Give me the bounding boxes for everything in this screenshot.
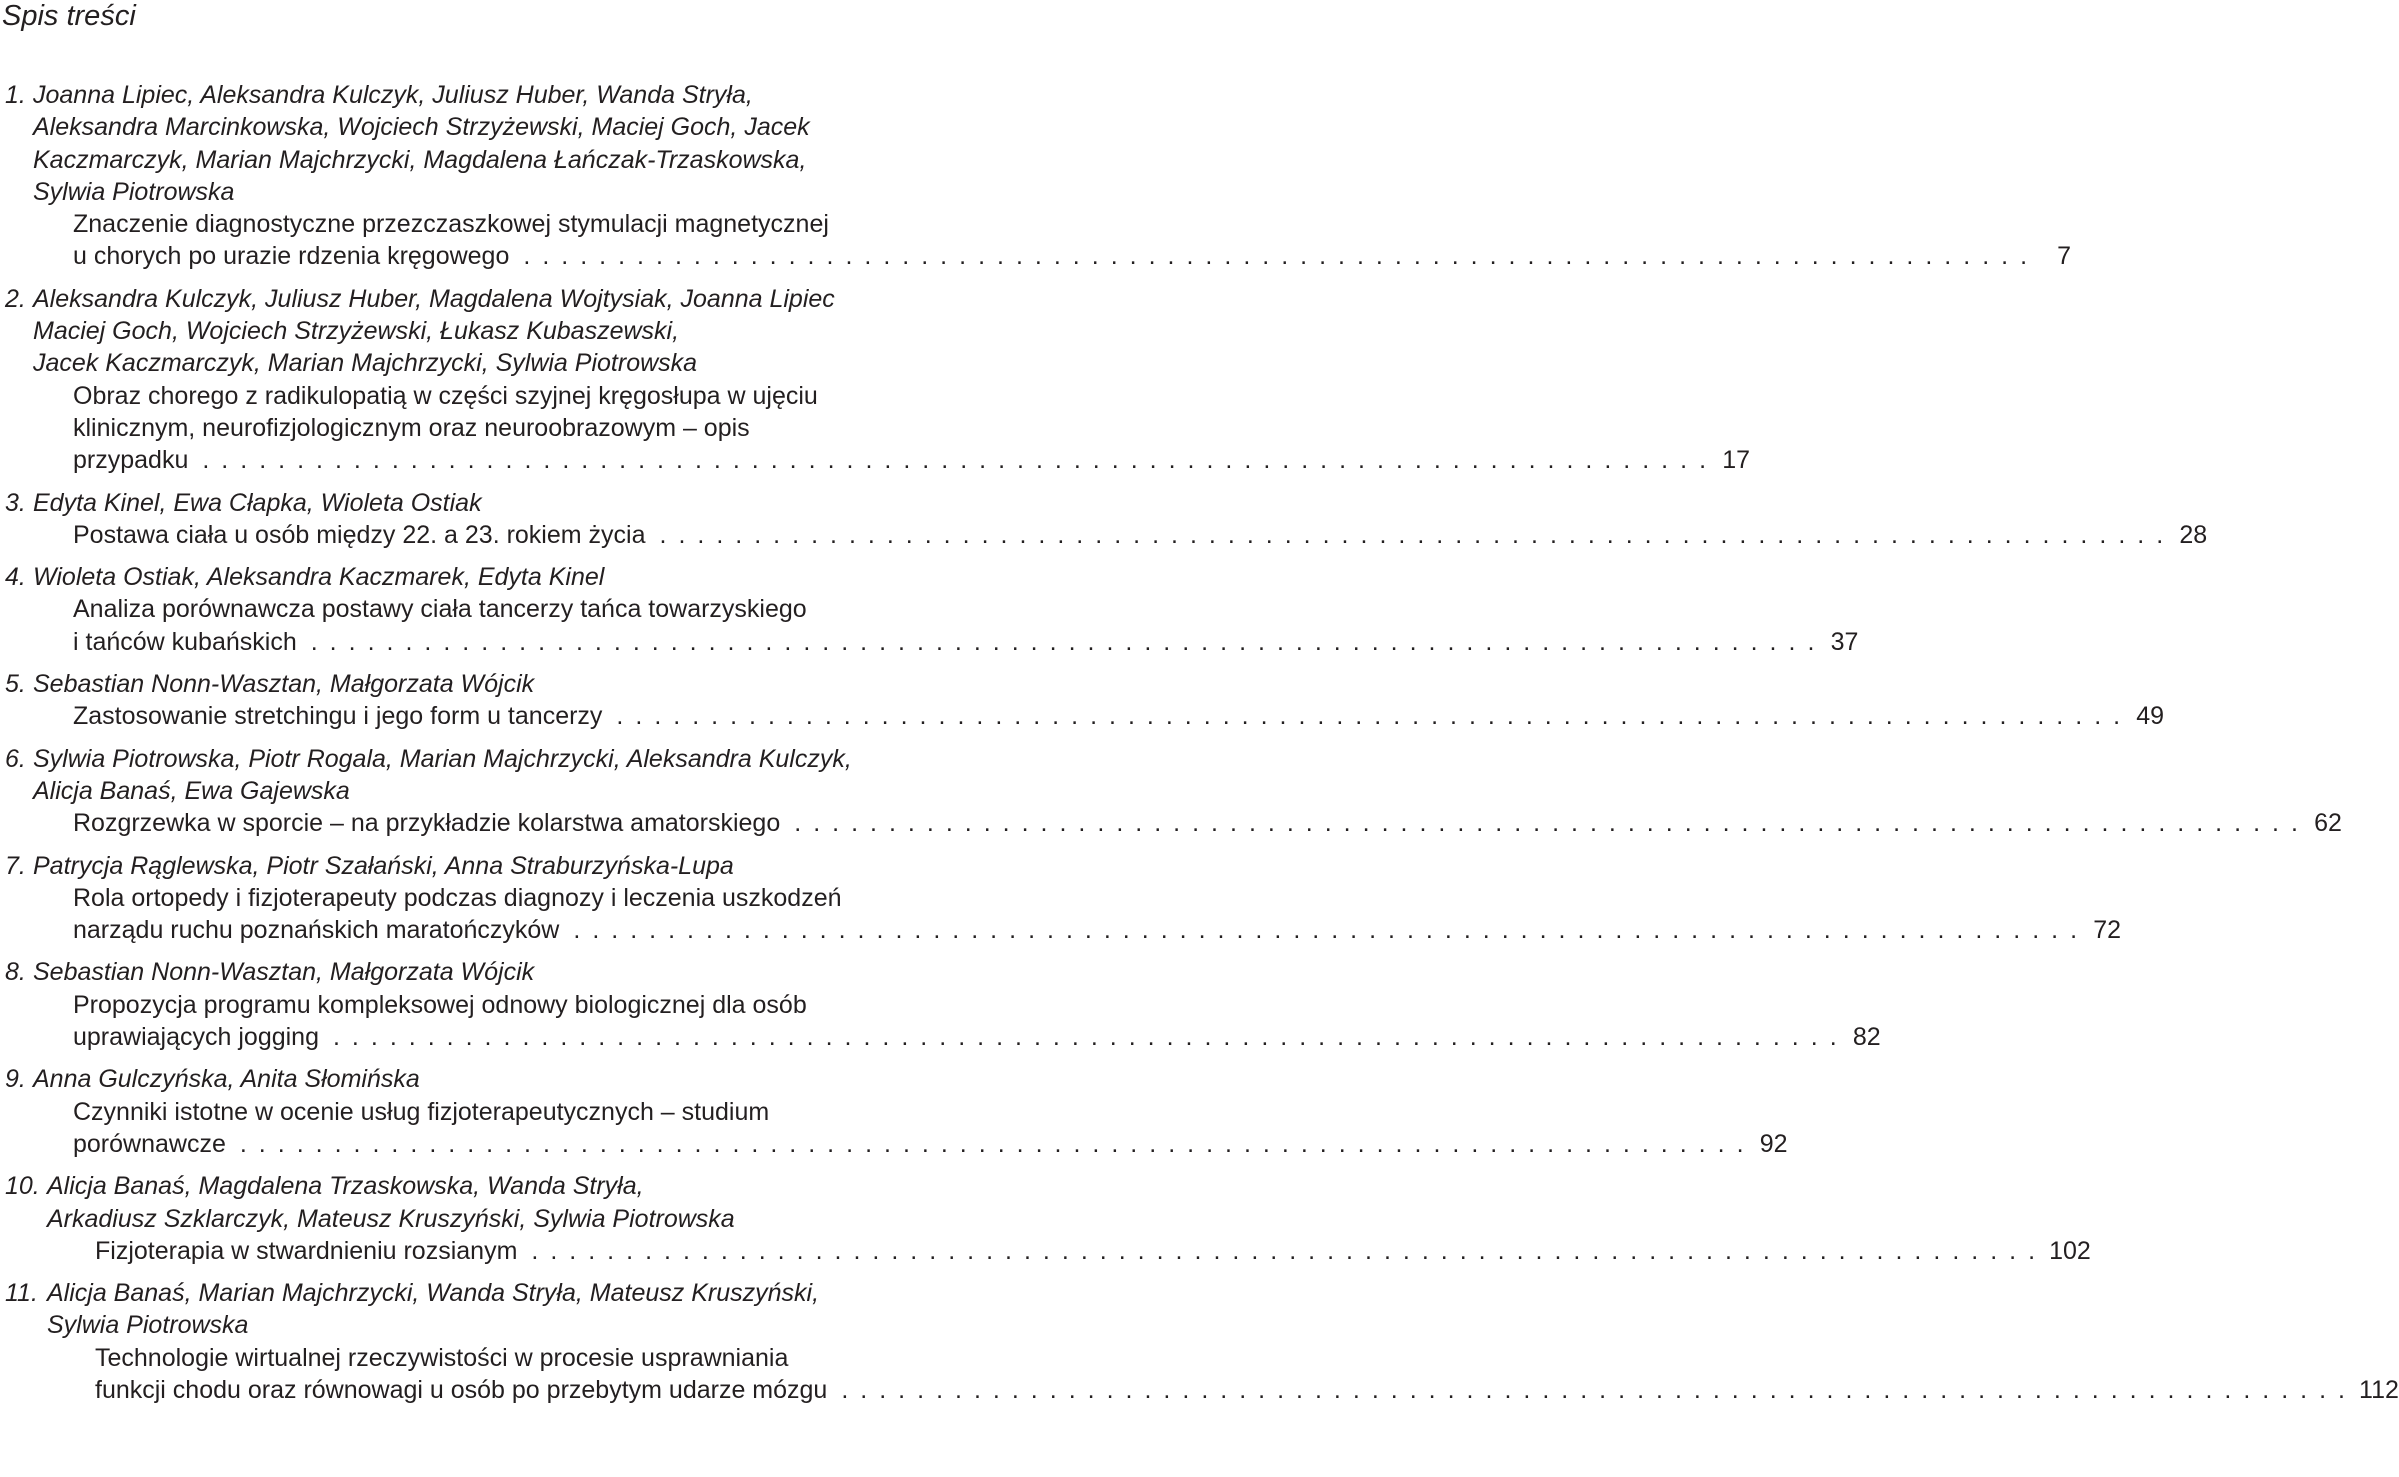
entry-title-last-line — [0, 1021, 1881, 1053]
entry-number: 6. — [5, 744, 26, 773]
entry-title-line: Obraz chorego z radikulopatią w części szyjnej kręgosłupa w ujęciu — [73, 381, 818, 410]
entry-number: 11. — [5, 1279, 38, 1308]
dot-leader: ................................................................................ — [616, 702, 2133, 731]
entry-authors-line — [0, 283, 960, 315]
page-number[interactable]: 72 — [2093, 916, 2122, 945]
entry-authors-line — [0, 1309, 960, 1341]
entry-title-line: Znaczenie diagnostyczne przezczaszkowej stymulacji magnetycznej — [73, 210, 829, 239]
dot-leader: ................................................................................ — [310, 627, 1827, 656]
entry-title-text: i tańców kubańskich — [73, 627, 297, 656]
entry-authors-text: Wioleta Ostiak, Aleksandra Kaczmarek, Edyta Kinel — [33, 563, 605, 592]
entry-title-text: funkcji chodu oraz równowagi u osób po przebytym udarze mózgu — [95, 1375, 828, 1404]
entry-title-text: narządu ruchu poznańskich maratończyków — [73, 916, 560, 945]
entry-authors-line — [0, 347, 960, 379]
dot-leader: ................................................................................ — [239, 1129, 1756, 1158]
entry-title-line: klinicznym, neurofizjologicznym oraz neuroobrazowym – opis — [73, 413, 750, 442]
entry-title-last-line — [0, 807, 2342, 839]
entry-authors-text: Edyta Kinel, Ewa Cłapka, Wioleta Ostiak — [33, 488, 482, 517]
entry-authors-line — [0, 487, 960, 519]
entry-authors-line — [0, 1063, 960, 1095]
dot-leader: ................................................................................ — [202, 446, 1719, 475]
entry-title-last-line — [0, 519, 2208, 551]
table-of-contents — [0, 79, 2399, 1416]
entry-authors-text: Maciej Goch, Wojciech Strzyżewski, Łukasz Kubaszewski, — [33, 317, 680, 346]
entry-title-last-line — [0, 444, 1751, 476]
toc-entry[interactable] — [0, 79, 2072, 273]
entry-title-text: u chorych po urazie rdzenia kręgowego — [73, 242, 510, 271]
entry-title-last-line — [0, 1374, 2399, 1406]
entry-authors-line — [0, 775, 960, 807]
entry-authors-text: Sylwia Piotrowska — [47, 1311, 249, 1340]
page-number[interactable]: 17 — [1722, 446, 1751, 475]
entry-authors-text: Patrycja Rąglewska, Piotr Szałański, Anna Straburzyńska-Lupa — [33, 851, 734, 880]
entry-authors-text: Kaczmarczyk, Marian Majchrzycki, Magdalena Łańczak-Trzaskowska, — [33, 145, 807, 174]
toc-entry[interactable] — [0, 743, 2342, 840]
entry-title-line: Technologie wirtualnej rzeczywistości w procesie usprawniania — [95, 1343, 789, 1372]
entry-authors-text: Alicja Banaś, Marian Majchrzycki, Wanda Stryła, Mateusz Kruszyński, — [47, 1279, 820, 1308]
entry-authors-line — [0, 850, 960, 882]
entry-number: 8. — [5, 958, 26, 987]
entry-title-line: Propozycja programu kompleksowej odnowy biologicznej dla osób — [73, 990, 807, 1019]
entry-title-text: Postawa ciała u osób między 22. a 23. rokiem życia — [73, 520, 646, 549]
entry-authors-line — [0, 176, 960, 208]
entry-number: 2. — [5, 284, 26, 313]
entry-title-text: Rozgrzewka w sporcie – na przykładzie kolarstwa amatorskiego — [73, 809, 781, 838]
entry-title-last-line — [0, 700, 2165, 732]
toc-entry[interactable] — [0, 956, 1881, 1053]
entry-title-last-line — [0, 1235, 2091, 1267]
toc-entry[interactable] — [0, 850, 2122, 947]
entry-authors-line — [0, 743, 960, 775]
toc-entry[interactable] — [0, 561, 1859, 658]
dot-leader: ................................................................................ — [841, 1375, 2358, 1404]
entry-authors-text: Sebastian Nonn-Wasztan, Małgorzata Wójcik — [33, 958, 535, 987]
entry-authors-text: Joanna Lipiec, Aleksandra Kulczyk, Juliusz Huber, Wanda Stryła, — [33, 81, 753, 109]
page-number[interactable]: 92 — [1759, 1129, 1788, 1158]
entry-authors-line — [0, 144, 960, 176]
entry-authors-text: Aleksandra Marcinkowska, Wojciech Strzyżewski, Maciej Goch, Jacek — [33, 113, 810, 142]
entry-authors-line — [0, 561, 960, 593]
entry-authors-text: Alicja Banaś, Magdalena Trzaskowska, Wanda Stryła, — [47, 1172, 644, 1201]
page-number[interactable]: 7 — [2057, 242, 2072, 271]
toc-entry[interactable] — [0, 1170, 2091, 1267]
entry-authors-text: Sylwia Piotrowska — [33, 177, 235, 206]
entry-title-text: Fizjoterapia w stwardnieniu rozsianym — [95, 1236, 518, 1265]
entry-number: 5. — [5, 670, 26, 699]
entry-title-text: Zastosowanie stretchingu i jego form u tancerzy — [73, 702, 603, 731]
entry-authors-text: Sylwia Piotrowska, Piotr Rogala, Marian Majchrzycki, Aleksandra Kulczyk, — [33, 744, 852, 773]
entry-authors-text: Aleksandra Kulczyk, Juliusz Huber, Magdalena Wojtysiak, Joanna Lipiec — [33, 284, 835, 313]
dot-leader: ................................................................................ — [332, 1023, 1849, 1052]
dot-leader: ................................................................................ — [794, 809, 2310, 838]
entry-authors-text: Sebastian Nonn-Wasztan, Małgorzata Wójcik — [33, 670, 535, 699]
entry-authors-text: Anna Gulczyńska, Anita Słomińska — [33, 1065, 420, 1094]
entry-title-line: Analiza porównawcza postawy ciała tancerzy tańca towarzyskiego — [73, 595, 807, 624]
page-number[interactable]: 102 — [2049, 1236, 2091, 1265]
entry-authors-text: Alicja Banaś, Ewa Gajewska — [33, 776, 350, 805]
toc-entry[interactable] — [0, 668, 2165, 733]
entry-title-text: uprawiających jogging — [73, 1023, 319, 1052]
entry-title-line: Czynniki istotne w ocenie usług fizjoterapeutycznych – studium — [73, 1097, 770, 1126]
entry-authors-line — [0, 1277, 960, 1309]
entry-title-text: przypadku — [73, 446, 189, 475]
toc-entry[interactable] — [0, 487, 2208, 552]
entry-number: 9. — [5, 1065, 26, 1094]
dot-leader: ................................................................................ — [523, 242, 2040, 271]
toc-entry[interactable] — [0, 283, 1751, 477]
entry-number: 7. — [5, 851, 26, 880]
entry-title-text: porównawcze — [73, 1129, 226, 1158]
dot-leader: ................................................................................ — [531, 1236, 2048, 1265]
entry-authors-text: Jacek Kaczmarczyk, Marian Majchrzycki, Sylwia Piotrowska — [33, 349, 698, 378]
dot-leader: ................................................................................ — [573, 916, 2090, 945]
entry-number: 4. — [5, 563, 26, 592]
entry-title-line: Rola ortopedy i fizjoterapeuty podczas diagnozy i leczenia uszkodzeń — [73, 883, 842, 912]
entry-authors-line — [0, 79, 960, 111]
entry-title-last-line — [0, 1128, 1788, 1160]
page-number[interactable]: 112 — [2359, 1375, 2399, 1404]
entry-title-last-line — [0, 914, 2122, 946]
entry-number: 10. — [5, 1172, 40, 1201]
toc-entry[interactable] — [0, 1277, 2399, 1406]
entry-title-last-line — [0, 240, 2072, 272]
entry-authors-line — [0, 1203, 960, 1235]
entry-authors-line — [0, 1170, 960, 1202]
entry-number: 1. — [5, 81, 26, 109]
page-number[interactable]: 28 — [2179, 520, 2208, 549]
entry-authors-text: Arkadiusz Szklarczyk, Mateusz Kruszyński, Sylwia Piotrowska — [47, 1204, 735, 1233]
entry-authors-line — [0, 315, 960, 347]
entry-authors-line — [0, 668, 960, 700]
entry-number: 3. — [5, 488, 26, 517]
entry-authors-line — [0, 956, 960, 988]
entry-title-last-line — [0, 626, 1859, 658]
page-number[interactable]: 82 — [1852, 1023, 1881, 1052]
page-title: Spis treści — [2, 0, 136, 32]
page-number[interactable]: 62 — [2314, 809, 2342, 838]
page-number[interactable]: 49 — [2136, 702, 2165, 731]
toc-entry[interactable] — [0, 1063, 1788, 1160]
entry-authors-line — [0, 111, 960, 143]
dot-leader: ................................................................................ — [659, 520, 2176, 549]
page-number[interactable]: 37 — [1830, 627, 1859, 656]
